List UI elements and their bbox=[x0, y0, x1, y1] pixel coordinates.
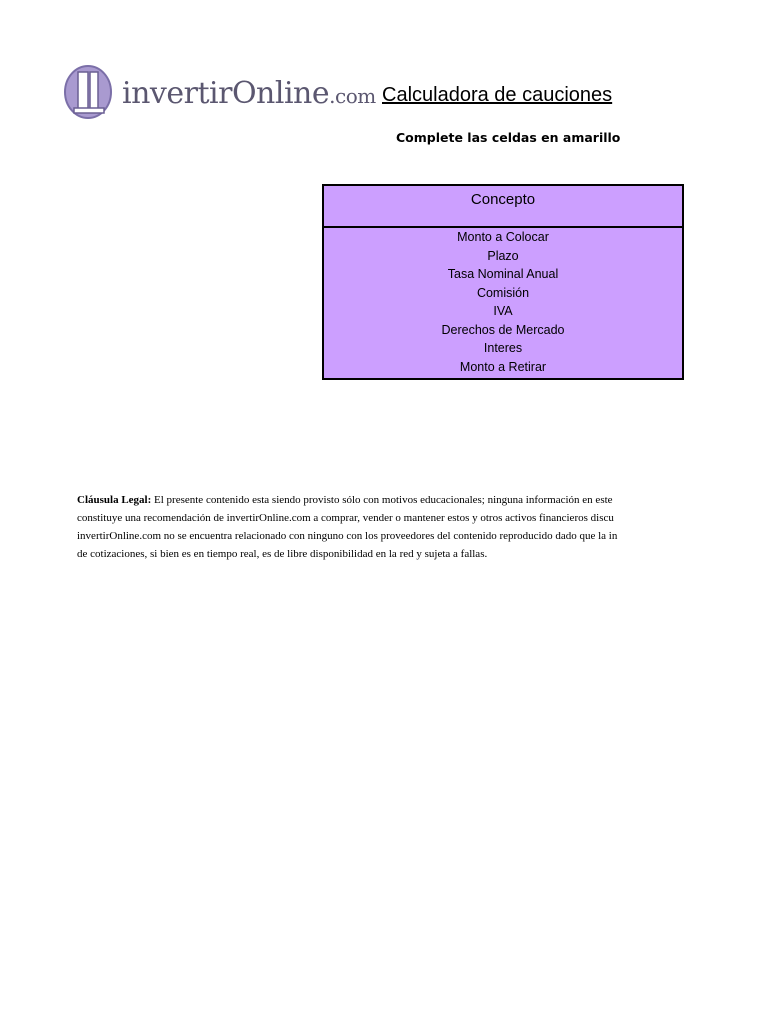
table-row: Tasa Nominal Anual bbox=[447, 267, 559, 281]
brand-suffix: .com bbox=[329, 84, 376, 108]
legal-line-2: constituye una recomendación de invertirOnline.com a comprar, vender o mantener estos y otros activos financieros discu bbox=[77, 512, 614, 524]
concept-table bbox=[322, 184, 684, 380]
table-body bbox=[324, 228, 682, 378]
brand-wordmark bbox=[122, 76, 376, 111]
table-row: Plazo bbox=[487, 248, 519, 263]
table-row: Interes bbox=[483, 341, 523, 355]
table-row: Monto a Colocar bbox=[457, 230, 549, 244]
legal-line-3: invertirOnline.com no se encuentra relacionado con ninguno con los proveedores del contenido reproducido dado que la in bbox=[77, 530, 618, 542]
table-header: Concepto bbox=[324, 186, 682, 228]
table-row: Comisión bbox=[476, 285, 530, 300]
table-row: Derechos de Mercado bbox=[441, 322, 565, 337]
brand-logo bbox=[64, 64, 376, 124]
brand-name: invertirOnline bbox=[122, 76, 330, 111]
legal-line-1 bbox=[77, 491, 685, 509]
table-row: IVA bbox=[493, 304, 513, 318]
legal-disclaimer bbox=[77, 491, 685, 563]
page-subtitle: Complete las celdas en amarillo bbox=[396, 130, 621, 145]
legal-line-4: de cotizaciones, si bien es en tiempo real, es de libre disponibilidad en la red y sujeta a fallas. bbox=[77, 548, 488, 560]
legal-lead: Cláusula Legal: bbox=[77, 494, 152, 506]
table-row: Monto a Retirar bbox=[459, 359, 547, 374]
page-title: Calculadora de cauciones bbox=[382, 84, 613, 106]
legal-line-1-text: El presente contenido esta siendo provisto sólo con motivos educacionales; ninguna información en este bbox=[151, 494, 613, 506]
logo-mark-icon bbox=[64, 64, 114, 120]
